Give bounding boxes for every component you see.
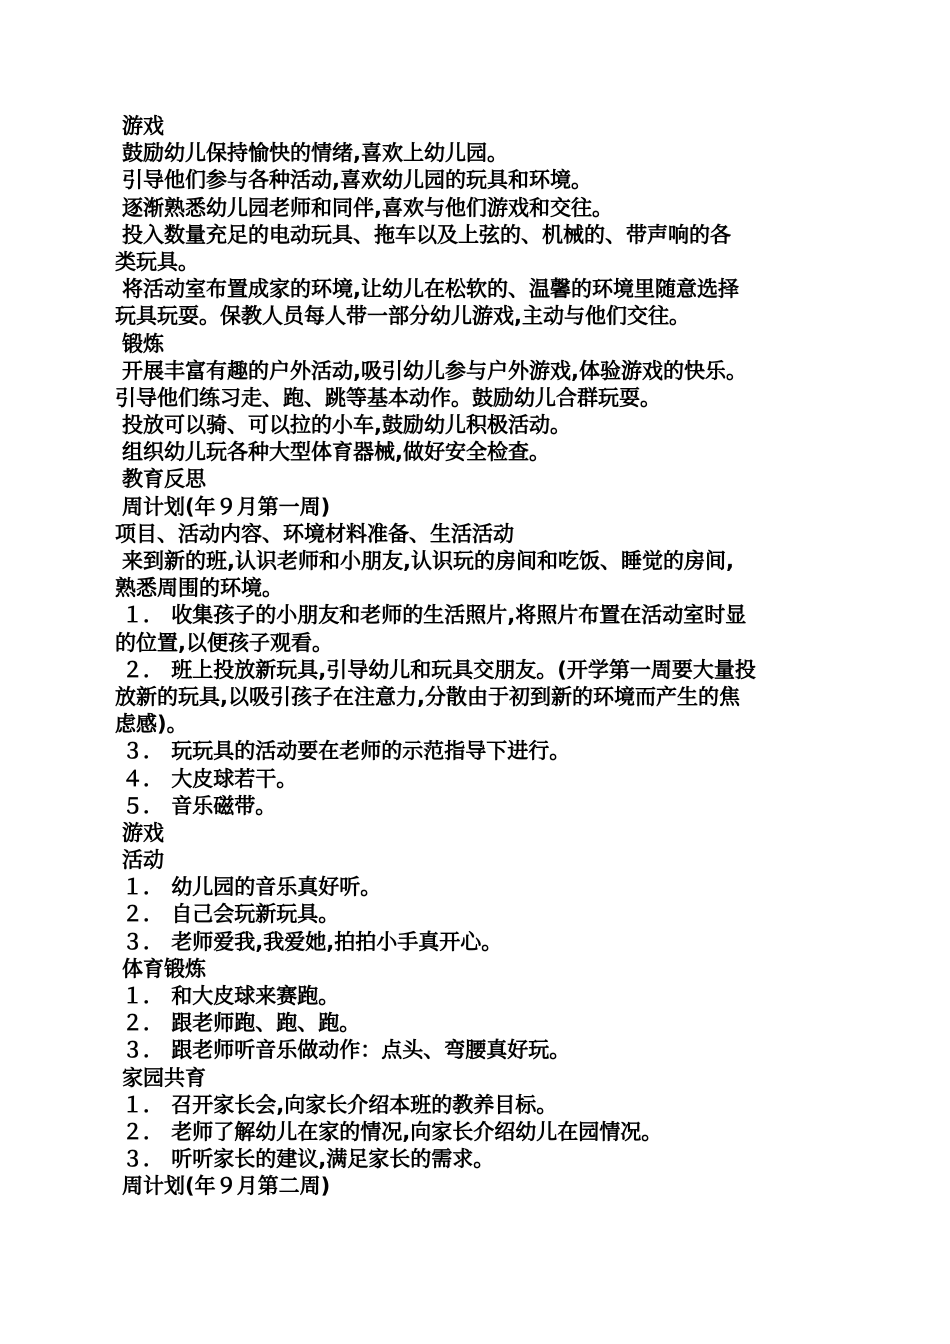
- text-line: ２． 班上投放新玩具,引导幼儿和玩具交朋友。(开学第一周要大量投: [122, 657, 756, 682]
- text-line: 项目、活动内容、环境材料准备、生活活动: [115, 521, 514, 546]
- document-body: [115, 113, 835, 1201]
- text-line: ３． 听听家长的建议,满足家长的需求。: [122, 1147, 495, 1172]
- text-line: １． 幼儿园的音乐真好听。: [122, 875, 382, 900]
- text-line: ４． 大皮球若干。: [122, 766, 298, 791]
- text-line: 玩具玩耍。保教人员每人带一部分幼儿游戏,主动与他们交往。: [115, 304, 690, 329]
- text-line: １． 召开家长会,向家长介绍本班的教养目标。: [122, 1092, 558, 1117]
- text-line: 组织幼儿玩各种大型体育器械,做好安全检查。: [122, 440, 550, 465]
- text-line: 引导他们练习走、跑、跳等基本动作。鼓励幼儿合群玩耍。: [115, 385, 661, 410]
- text-line: １． 收集孩子的小朋友和老师的生活照片,将照片布置在活动室时显: [122, 603, 747, 628]
- text-line: 教育反思: [122, 467, 206, 492]
- text-line: 鼓励幼儿保持愉快的情绪,喜欢上幼儿园。: [122, 141, 508, 166]
- text-line: 周计划(年９月第一周): [122, 494, 331, 519]
- text-line: 投入数量充足的电动玩具、拖车以及上弦的、机械的、带声响的各: [122, 222, 731, 247]
- text-line: ５． 音乐磁带。: [122, 793, 277, 818]
- text-line: ２． 自己会玩新玩具。: [122, 902, 340, 927]
- text-line: 开展丰富有趣的户外活动,吸引幼儿参与户外游戏,体验游戏的快乐。: [122, 358, 747, 383]
- text-line: 周计划(年９月第二周): [122, 1174, 331, 1199]
- text-line: 体育锻炼: [122, 956, 206, 981]
- text-line: ３． 老师爱我,我爱她,拍拍小手真开心。: [122, 929, 503, 954]
- text-line: ３． 跟老师听音乐做动作：点头、弯腰真好玩。: [122, 1038, 571, 1063]
- text-line: 投放可以骑、可以拉的小车,鼓励幼儿积极活动。: [122, 413, 571, 438]
- text-line: 锻炼: [122, 331, 164, 356]
- text-line: ２． 老师了解幼儿在家的情况,向家长介绍幼儿在园情况。: [122, 1119, 663, 1144]
- text-line: 熟悉周围的环境。: [115, 576, 283, 601]
- text-line: 游戏: [122, 820, 164, 845]
- text-line: 类玩具。: [115, 249, 199, 274]
- text-line: ２． 跟老师跑、跑、跑。: [122, 1011, 361, 1036]
- text-line: 来到新的班,认识老师和小朋友,认识玩的房间和吃饭、睡觉的房间,: [122, 549, 734, 573]
- text-line: １． 和大皮球来赛跑。: [122, 984, 340, 1008]
- text-line: 活动: [122, 848, 164, 873]
- text-line: 游戏: [122, 114, 164, 138]
- text-line: 将活动室布置成家的环境,让幼儿在松软的、温馨的环境里随意选择: [122, 277, 739, 302]
- text-line: 放新的玩具,以吸引孩子在注意力,分散由于初到新的环境而产生的焦: [115, 684, 740, 709]
- text-line: 逐渐熟悉幼儿园老师和同伴,喜欢与他们游戏和交往。: [122, 195, 613, 220]
- text-line: 虑感)。: [115, 712, 188, 737]
- text-line: 引导他们参与各种活动,喜欢幼儿园的玩具和环境。: [122, 168, 592, 193]
- text-line: 的位置,以便孩子观看。: [115, 630, 333, 655]
- text-line: ３． 玩玩具的活动要在老师的示范指导下进行。: [122, 739, 571, 764]
- text-line: 家园共育: [122, 1065, 206, 1090]
